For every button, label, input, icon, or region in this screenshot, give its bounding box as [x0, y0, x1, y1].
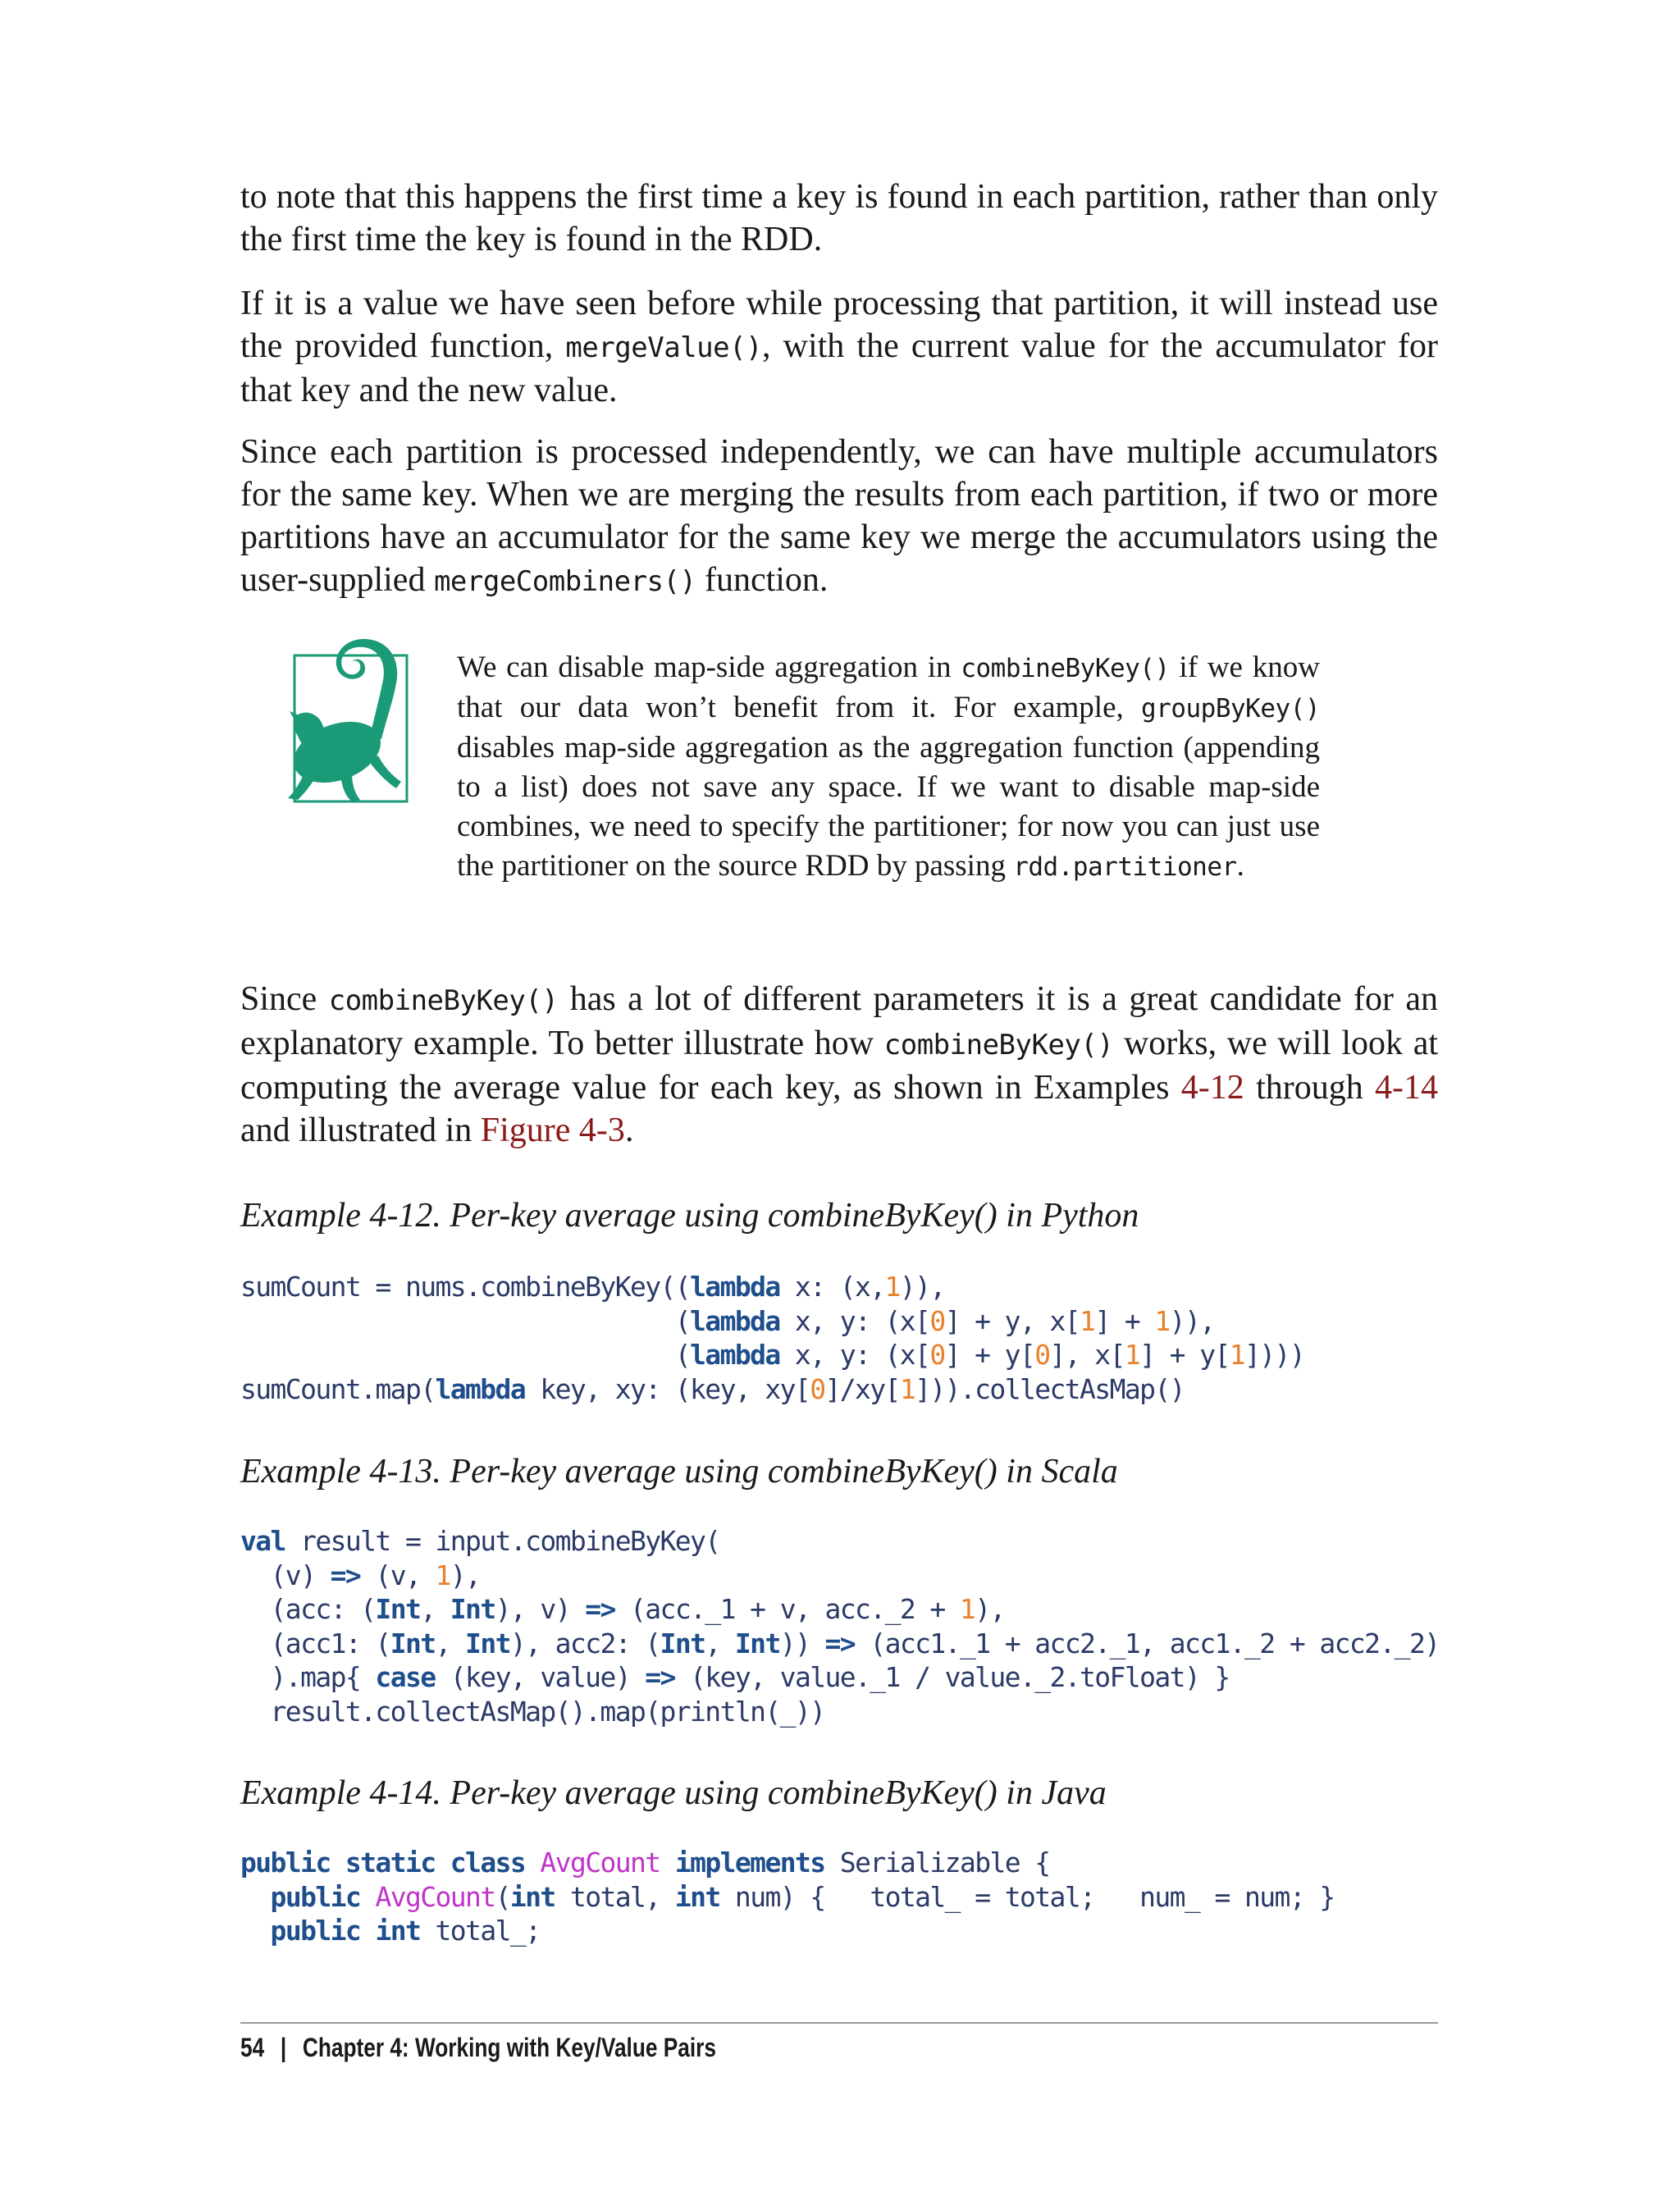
paragraph-text: to note that this happens the first time a key is found in each partition, rather than only the first time the key is found in the RDD. [240, 178, 1438, 258]
lemur-tip-icon [273, 637, 413, 810]
paragraph-continuation [240, 176, 1438, 261]
paragraph-combine-by-key-intro [240, 978, 1438, 1152]
paragraph-text: works, we will look at computing the average value for each key, as shown in Examples [240, 1025, 1439, 1107]
example-4-14-link[interactable]: 4-14 [1375, 1069, 1439, 1107]
inline-code: combineByKey() [328, 984, 559, 1017]
tip-note [457, 648, 1320, 887]
inline-code: rdd.partitioner [1013, 852, 1237, 882]
inline-code: combineByKey() [883, 1029, 1114, 1061]
note-text: . [1236, 849, 1244, 883]
example-4-12-title: Example 4-12. Per-key average using combineByKey() in Python [240, 1197, 1139, 1235]
paragraph-merge-combiners [240, 431, 1438, 603]
example-4-14-title: Example 4-14. Per-key average using combineByKey() in Java [240, 1774, 1107, 1812]
note-text: if we know that our data won’t benefit from it. For example, [457, 651, 1320, 724]
paragraph-text: Since each partition is processed independently, we can have multiple accumulators for the same key. When we are merging the results from each partition, if two or more partitions have an accumulator for the same key we merge the accumulators using the user-supplied [240, 433, 1438, 599]
figure-4-3-link[interactable]: Figure 4-3 [480, 1112, 625, 1149]
example-4-12-code: sumCount = nums.combineByKey((lambda x: (x,1)), (lambda x, y: (x[0] + y, x[1] + 1)), (lambda x, y: (x[0] + y[0], x[1] + y[1]))) sumCount.map(lambda key, xy: (key, xy[0]/xy[1])).collectAsMap() [240, 1271, 1305, 1405]
paragraph-text: through [1244, 1069, 1376, 1107]
footer-divider [240, 2022, 1438, 2024]
page-footer [240, 2029, 716, 2066]
footer-separator: | [280, 2033, 287, 2062]
paragraph-text: Since [240, 980, 329, 1018]
paragraph-text: , with the current value for the accumulator for that key and the new value. [240, 327, 1439, 409]
chapter-title: Chapter 4: Working with Key/Value Pairs [302, 2033, 716, 2062]
example-4-13-code: val result = input.combineByKey( (v) => (v, 1), (acc: (Int, Int), v) => (acc._1 + v, acc._2 + 1), (acc1: (Int, Int), acc2: (Int, Int)) => (acc1._1 + acc2._1, acc1._2 + acc2._2) ).map{ case (key, value) => (key, value._1 / value._2.toFloat) } result.collectAsMap().map(println(_)) [240, 1525, 1440, 1728]
note-text: disables map-side aggregation as the aggregation function (appending to a list) does not save any space. If we want to disable map-side combines, we need to specify the partitioner; for now you can just use the partitioner on the source RDD by passing [457, 731, 1320, 883]
paragraph-text: function. [696, 561, 829, 599]
inline-code: mergeValue() [565, 331, 763, 364]
inline-code: combineByKey() [961, 654, 1170, 683]
page-number: 54 [240, 2033, 265, 2062]
paragraph-text: . [624, 1112, 634, 1149]
example-4-14-code: public static class AvgCount implements Serializable { public AvgCount(int total, int num) { total_ = total; num_ = num; } public int total_; [240, 1847, 1335, 1947]
paragraph-text: and illustrated in [240, 1112, 481, 1149]
inline-code: mergeCombiners() [433, 565, 696, 598]
example-4-12-link[interactable]: 4-12 [1180, 1069, 1244, 1107]
paragraph-text: has a lot of different parameters it is a great candidate for an explanatory example. To better illustrate how [240, 980, 1438, 1062]
paragraph-text: If it is a value we have seen before while processing that partition, it will instead use the provided function, [240, 285, 1438, 365]
note-text: We can disable map-side aggregation in [457, 651, 961, 684]
example-4-13-title: Example 4-13. Per-key average using combineByKey() in Scala [240, 1453, 1118, 1491]
inline-code: groupByKey() [1141, 694, 1320, 724]
paragraph-merge-value [240, 282, 1438, 412]
